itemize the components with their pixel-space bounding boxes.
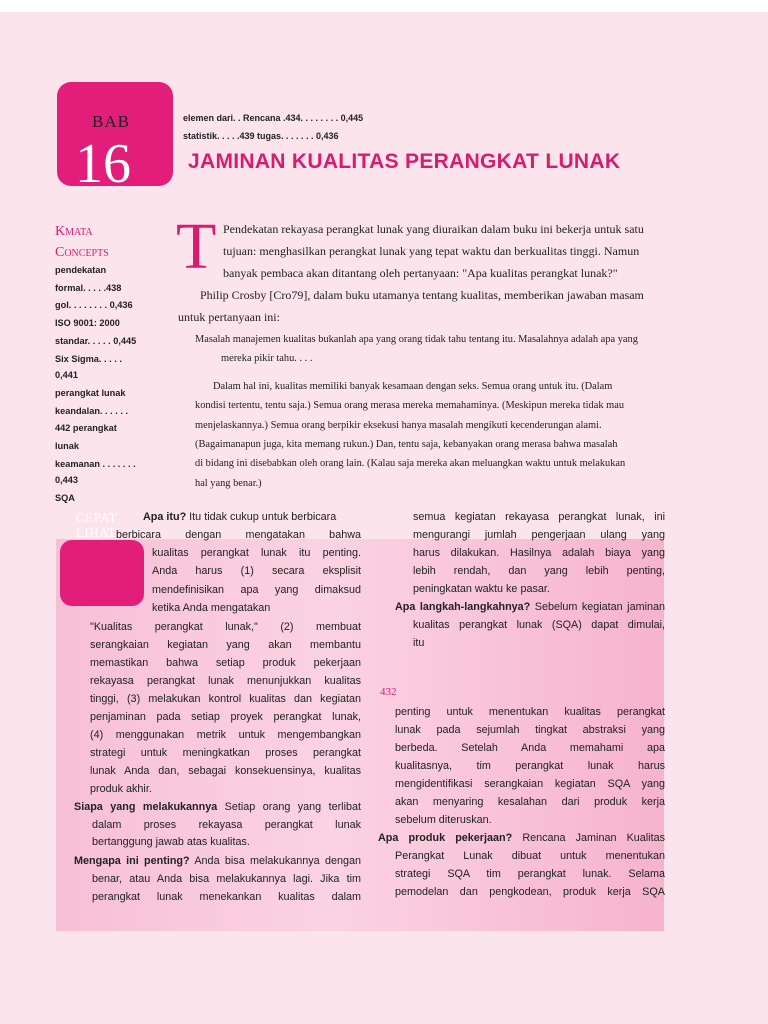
key-concept-item: SQA [55, 493, 75, 503]
chapter-title: JAMINAN KUALITAS PERANGKAT LUNAK [188, 150, 621, 173]
quick-look-line: "Kualitas perangkat lunak," (2) membuat [90, 621, 361, 633]
index-line: statistik. . . . .439 tugas. . . . . . . 0,436 [183, 131, 339, 141]
quote-line: kondisi tertentu, tentu saja.) Semua orang merasa mereka memahaminya. (Meskipun mereka tidak mau [195, 400, 625, 412]
quick-look-line: Apa produk pekerjaan? Rencana Jaminan Kualitas [378, 832, 665, 844]
quick-look-line: Mengapa ini penting? Anda bisa melakukannya dengan [74, 855, 361, 867]
quick-look-line: memastikan bahwa setiap produk pekerjaan [90, 657, 361, 669]
intro-line: banyak pembaca akan ditantang oleh pertanyaan: "Apa kualitas perangkat lunak?" [223, 266, 618, 280]
intro-line: tujuan: menghasilkan perangkat lunak yang tepat waktu dan berkualitas tinggi. Namun [223, 244, 640, 258]
key-concept-item: keandalan. . . . . . [55, 406, 129, 416]
quick-look-line: tinggi, (3) melakukan kontrol kualitas dan kegiatan [90, 693, 361, 705]
block-quote [195, 330, 661, 493]
quick-look-line: pemodelan dan pengkodean, produk kerja SQA [395, 886, 665, 898]
quick-look-line: strategi untuk meningkatkan proses perangkat [90, 747, 361, 759]
quick-look-question: Mengapa ini penting? [74, 855, 190, 867]
quote-line: Dalam hal ini, kualitas memiliki banyak kesamaan dengan seks. Semua orang untuk itu. (Dalam [213, 380, 613, 392]
quick-look-line: strategi SQA tim perangkat lunak. Selama [395, 868, 665, 880]
quick-look-line: itu [413, 637, 425, 649]
quick-look-line: akan menyaring kesalahan dari produk kerja [395, 796, 665, 808]
quick-look-line: bertanggung jawab atas kualitas. [92, 836, 250, 848]
intro-line: Pendekatan rekayasa perangkat lunak yang diuraikan dalam buku ini bekerja untuk satu [223, 222, 644, 236]
key-concept-item: formal. . . . .438 [55, 283, 122, 293]
intro-paragraph-2 [178, 284, 662, 328]
quick-look-question: Apa langkah-langkahnya? [395, 601, 531, 613]
quick-look-line: mengurangi jumlah pengerjaan ulang yang [413, 529, 665, 541]
quick-look-line: Anda harus (1) secara eksplisit [152, 565, 361, 577]
key-concept-item: 0,443 [55, 475, 78, 485]
quick-look-line: rekayasa perangkat lunak menunjukkan kualitas [90, 675, 361, 687]
quick-look-line: sebelum diteruskan. [395, 814, 492, 826]
chapter-number: 16 [75, 133, 131, 195]
quick-look-line: berbeda. Setelah Anda memahami apa [395, 742, 665, 754]
quick-look-line: semua kegiatan rekayasa perangkat lunak, ini [413, 511, 665, 523]
key-concept-item: ISO 9001: 2000 [55, 318, 120, 328]
quick-look-line: harus dilakukan. Hasilnya adalah biaya yang [413, 547, 665, 559]
quick-look-line: mendefinisikan apa yang dimaksud [152, 584, 361, 596]
key-concept-item: gol. . . . . . . . 0,436 [55, 300, 133, 310]
quick-look-question: Apa produk pekerjaan? [378, 832, 513, 844]
key-concept-item: 0,441 [55, 370, 78, 380]
quick-look-badge [60, 540, 144, 606]
key-concepts-title: Kmata [55, 224, 93, 239]
quick-look-line: kualitas perangkat lunak (SQA) dapat dimulai, [413, 619, 665, 631]
quick-look-line: peningkatan waktu ke pasar. [413, 583, 550, 595]
intro-line: untuk pertanyaan ini: [178, 310, 280, 324]
key-concept-item: Six Sigma. . . . . [55, 354, 122, 364]
quick-look-line: lunak Anda dan, sebagai konsekuensinya, kualitas [90, 765, 361, 777]
quick-look-line: kualitasnya, tim perangkat lunak harus [395, 760, 665, 772]
key-concept-item: pendekatan [55, 265, 107, 275]
quick-look-line: produk akhir. [90, 783, 152, 795]
quick-look-line: serangkaian kegiatan yang akan membantu [90, 639, 361, 651]
quick-look-line: kualitas perangkat lunak itu penting. [152, 547, 361, 559]
intro-paragraph [223, 218, 661, 284]
quick-look-line: Apa itu? Itu tidak cukup untuk berbicara [143, 511, 337, 523]
quick-look-line: perangkat lunak menekankan kualitas dalam [92, 891, 361, 903]
quick-look-line: benar, atau Anda bisa melakukannya lagi. Jika tim [92, 873, 361, 885]
quote-line: Masalah manajemen kualitas bukanlah apa yang orang tidak tahu tentang itu. Masalahnya adalah apa yang [195, 334, 638, 345]
quick-look-line: penting untuk menentukan kualitas perangkat [395, 706, 665, 718]
key-concept-item: standar. . . . . 0,445 [55, 336, 137, 346]
quick-look-question: Siapa yang melakukannya [74, 801, 218, 813]
quick-look-line: (4) menggunakan metrik untuk mengembangkan [90, 729, 361, 741]
quick-look-line: Siapa yang melakukannya Setiap orang yang terlibat [74, 801, 361, 813]
quote-line: (Bagaimanapun juga, kita memang rukun.) Dan, tentu saja, kebanyakan orang merasa bahwa masalah [195, 439, 618, 451]
quick-look-line: Perangkat Lunak dibuat untuk menentukan [395, 850, 665, 862]
quick-look-question: Apa itu? [143, 511, 187, 523]
quick-look-line: ketika Anda mengatakan [152, 602, 271, 614]
quick-look-line: Apa langkah-langkahnya? Sebelum kegiatan jaminan [395, 601, 665, 613]
key-concept-item: keamanan . . . . . . . [55, 459, 136, 469]
top-band [0, 0, 768, 12]
bab-label: BAB [92, 112, 130, 131]
quick-look-line: penjaminan pada setiap proyek perangkat lunak, [90, 711, 361, 723]
quote-line: hal yang benar.) [195, 477, 262, 489]
quote-line: mereka pikir tahu. . . . [221, 353, 313, 365]
quick-look-line: mengidentifikasi serangkaian kegiatan SQA yang [395, 778, 665, 790]
drop-cap: T [176, 210, 217, 283]
intro-line: Philip Crosby [Cro79], dalam buku utamanya tentang kualitas, memberikan jawaban masam [200, 288, 644, 302]
quote-line: menjelaskannya.) Semua orang berpikir eksekusi hanya masalah mengikuti kecenderungan alami. [195, 419, 602, 431]
quick-look-line: dalam proses rekayasa perangkat lunak [92, 819, 361, 831]
quick-look-line: lunak pada sejumlah tingkat abstraksi yang [395, 724, 665, 736]
key-concept-item: 442 perangkat [55, 423, 117, 433]
key-concepts-title: Concepts [55, 245, 109, 260]
quick-look-label: CEPAT LIHAT [76, 510, 118, 540]
quick-look-line: berbicara dengan mengatakan bahwa [116, 529, 361, 541]
key-concept-item: perangkat lunak [55, 388, 126, 398]
quick-look-line: lebih rendah, dan yang lebih penting, [413, 565, 665, 577]
index-line: elemen dari. . Rencana .434. . . . . . . . 0,445 [183, 113, 364, 123]
quote-line: di bidang ini disebabkan oleh orang lain. (Kalau saja mereka akan meluangkan waktu untuk melakukan [195, 458, 626, 470]
page-number: 432 [380, 686, 397, 698]
key-concept-item: lunak [55, 441, 79, 451]
